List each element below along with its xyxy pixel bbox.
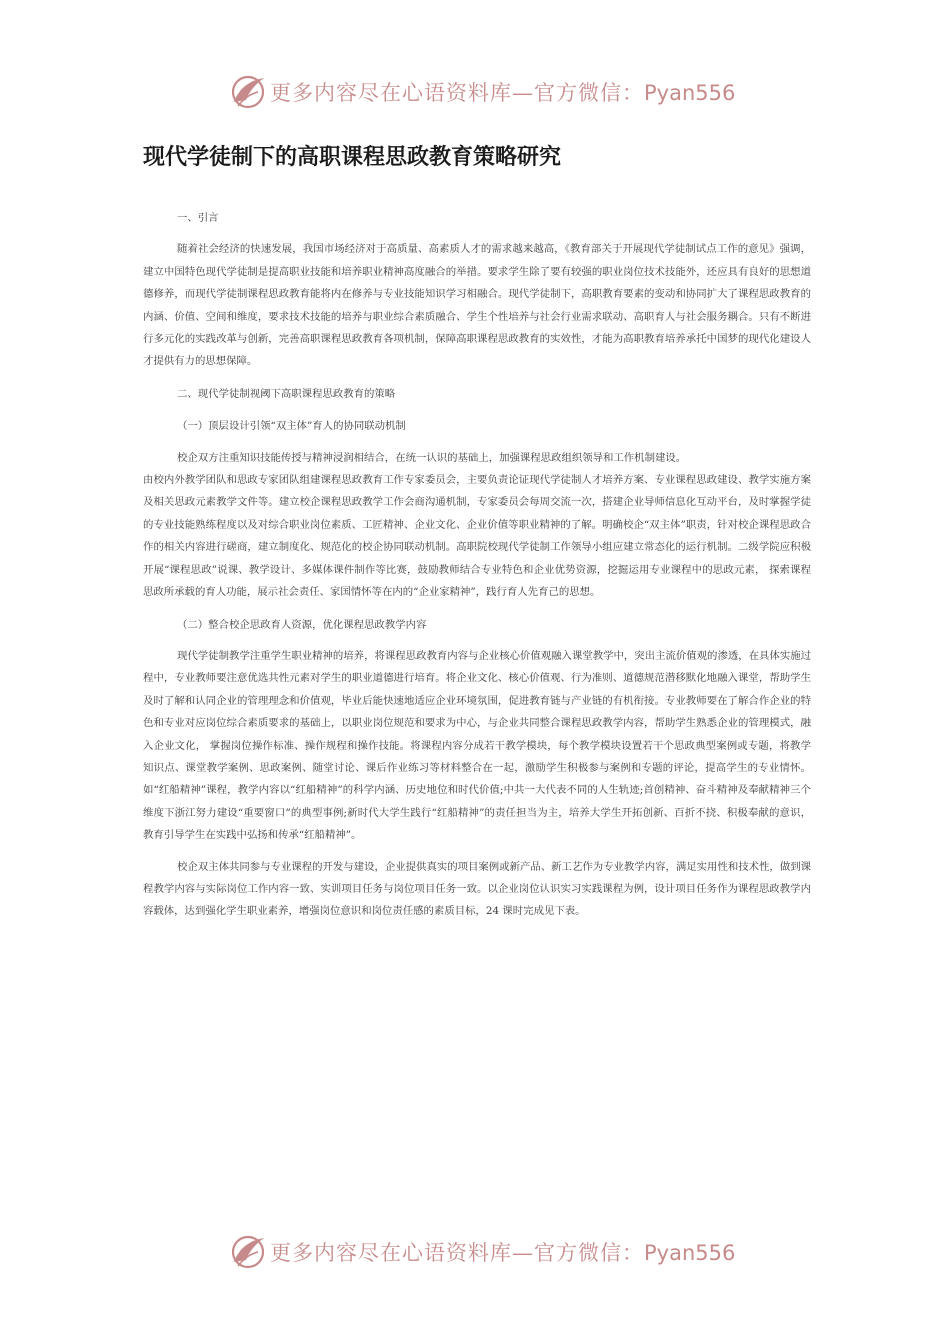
watermark-text: 更多内容尽在心语资料库—官方微信：Pyan556 bbox=[270, 1241, 736, 1265]
paragraph-subsection-1-body: 由校内外教学团队和思政专家团队组建课程思政教育工作专家委员会，主要负责论证现代学徒制人才培养方案、专业课程思政建设、教学实施方案及相关思政元素教学文件等。建立校企课程思政教学工作会商沟通机制，专家委员会每周交流一次，搭建企业导师信息化互动平台，及时掌握学徒的专业技能熟练程度以及对综合职业岗位素质、工匠精神、企业文化、企业价值等职业精神的了解。明确校企“双主体”职责，针对校企课程思政合作的相关内容进行磋商，建立制度化、规范化的校企协同联动机制。高职院校现代学徒制工作领导小组应建立常态化的运行机制。二级学院应积极开展“课程思政”说课、教学设计、多媒体课件制作等比赛，鼓励教师结合专业特色和企业优势资源，挖掘运用专业课程中的思政元素， 探索课程思政所承载的育人功能，展示社会责任、家国情怀等在内的“企业家精神”，践行育人先育己的思想。 bbox=[143, 474, 811, 599]
paragraph-subsection-1-lead: 校企双方注重知识技能传授与精神浸润相结合，在统一认识的基础上，加强课程思政组织领导和工作机制建设。 bbox=[177, 451, 687, 464]
subsection-heading-1: （一）顶层设计引领“双主体”育人的协同联动机制 bbox=[177, 420, 406, 433]
section-heading-strategies: 二、现代学徒制视阈下高职课程思政教育的策略 bbox=[177, 387, 396, 400]
paragraph-subsection-2-b: 校企双主体共同参与专业课程的开发与建设，企业提供真实的项目案例或新产品、新工艺作为专业教学内容，满足实用性和技术性，做到课程教学内容与实际岗位工作内容一致、实训项目任务与岗位项目任务一致。以企业岗位认识实习实践课程为例，设计项目任务作为课程思政教学内容载体，达到强化学生职业素养，增强岗位意识和岗位责任感的素质目标，24 课时完成见下表。 bbox=[143, 860, 811, 918]
watermark-banner-bottom bbox=[228, 1232, 748, 1272]
paragraph-introduction: 随着社会经济的快速发展，我国市场经济对于高质量、高素质人才的需求越来越高，《教育部关于开展现代学徒制试点工作的意见》强调，建立中国特色现代学徒制是提高职业技能和培养职业精神高度融合的举措。要求学生除了要有较强的职业岗位技术技能外，还应具有良好的思想道德修养，而现代学徒制课程思政教育能将内在修养与专业技能知识学习相融合。现代学徒制下，高职教育要素的变动和协同扩大了课程思政教育的内涵、价值、空间和维度，要求技术技能的培养与职业综合素质融合、学生个性培养与社会行业需求联动、高职育人与社会服务耦合。只有不断进行多元化的实践改革与创新，完善高职课程思政教育各项机制，保障高职课程思政教育的实效性，才能为高职教育培养承托中国梦的现代化建设人才提供有力的思想保障。 bbox=[143, 243, 811, 368]
document-body bbox=[143, 206, 811, 932]
wing-circle-logo-icon bbox=[228, 72, 268, 112]
wechat-id: Pyan556 bbox=[644, 81, 736, 105]
paragraph-subsection-2-a: 现代学徒制教学注重学生职业精神的培养，将课程思政教育内容与企业核心价值观融入课堂教学中，突出主流价值观的渗透，在具体实施过程中，专业教师要注意优选共性元素对学生的职业道德进行培育。将企业文化、核心价值观、行为准则、道德规范潜移默化地融入课堂，帮助学生及时了解和认同企业的管理理念和价值观，毕业后能快速地适应企业环境氛围，促进教育链与产业链的有机衔接。专业教师要在了解合作企业的特色和专业对应岗位综合素质要求的基础上，以职业岗位规范和要求为中心，与企业共同整合课程思政教学内容，帮助学生熟悉企业的管理模式，融入企业文化， 掌握岗位操作标准、操作规程和操作技能。将课程内容分成若干教学模块，每个教学模块设置若干个思政典型案例或专题，将教学知识点、课堂教学案例、思政案例、随堂讨论、课后作业练习等材料整合在一起，激励学生积极参与案例和专题的评论，提高学生的专业情怀。如“红船精神”课程，教学内容以“红船精神”的科学内涵、历史地位和时代价值;中共一大代表不同的人生轨迹;首创精神、奋斗精神及奉献精神三个维度下浙江努力建设“重要窗口”的典型事例;新时代大学生践行“红船精神”的责任担当为主，培养大学生开拓创新、百折不挠、积极奉献的意识，教育引导学生在实践中弘扬和传承“红船精神”。 bbox=[143, 649, 811, 842]
watermark-text: 更多内容尽在心语资料库—官方微信：Pyan556 bbox=[270, 81, 736, 105]
subsection-heading-2: （二）整合校企思政育人资源，优化课程思政教学内容 bbox=[177, 618, 427, 631]
wechat-id: Pyan556 bbox=[644, 1241, 736, 1265]
wing-circle-logo-icon bbox=[228, 1232, 268, 1272]
watermark-banner-top bbox=[228, 72, 748, 112]
section-heading-introduction: 一、引言 bbox=[177, 212, 219, 224]
document-title: 现代学徒制下的高职课程思政教育策略研究 bbox=[143, 145, 562, 170]
